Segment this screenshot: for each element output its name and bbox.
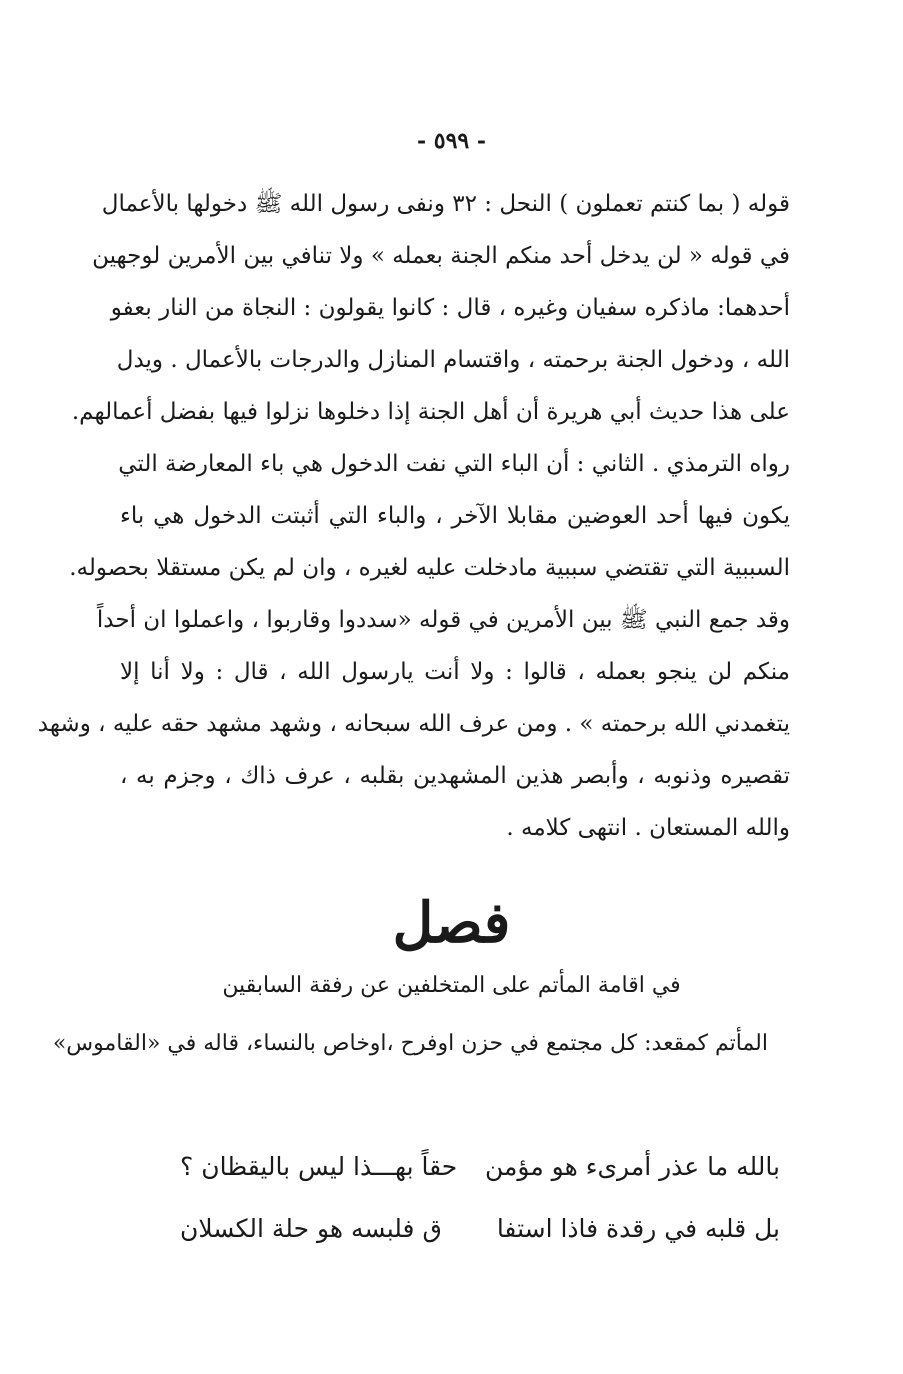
section-subtitle: في اقامة المأتم على المتخلفين عن رفقة السابقين [222,973,681,998]
text-line-8: السببية التي تقتضي سببية مادخلت عليه لغيره ، وان لم يكن مستقلا بحصوله. [69,555,790,581]
text-line-6: رواه الترمذي . الثاني : أن الباء التي نفت الدخول هي باء المعارضة التي [118,451,790,477]
text-line-12: تقصيره وذنوبه ، وأبصر هذين المشهدين بقلبه ، عرف ذاك ، وجزم به ، [120,763,790,789]
text-line-5: على هذا حديث أبي هريرة أن أهل الجنة إذا دخلوها نزلوا فيها بفضل أعمالهم. [71,399,790,425]
text-line-4: الله ، ودخول الجنة برحمته ، واقتسام المنازل والدرجات بالأعمال . ويدل [116,347,790,373]
text-line-10: منكم لن ينجو بعمله ، قالوا : ولا أنت يارسول الله ، قال : ولا أنا إلا [120,659,790,685]
verse-1-first-hemistich: بالله ما عذر أمرىء هو مؤمن [484,1152,780,1181]
text-line-3: أحدهما: ماذكره سفيان وغيره ، قال : كانوا يقولون : النجاة من النار بعفو [110,295,790,321]
verse-2 [180,1198,780,1260]
text-line-7: يكون فيها أحد العوضين مقابلا الآخر ، والباء التي أثبتت الدخول هي باء [120,503,790,529]
page-number: - ٥٩٩ - [416,128,487,154]
text-line-2: في قوله « لن يدخل أحد منكم الجنة بعمله » ولا تنافي بين الأمرين لوجهين [92,243,790,269]
poem [180,1136,780,1260]
verse-1 [180,1136,780,1198]
verse-1-second-hemistich: حقاً بهـــذا ليس باليقظان ؟ [180,1152,458,1181]
text-line-11: يتغمدني الله برحمته » . ومن عرف الله سبحانه ، وشهد مشهد حقه عليه ، وشهد [37,711,790,737]
text-line-1: قوله ( بما كنتم تعملون ) النحل : ٣٢ ونفى رسول الله ﷺ دخولها بالأعمال [101,191,790,217]
verse-2-second-hemistich: ق فلبسه هو حلة الكسلان [180,1214,442,1243]
section-heading: فصل [392,890,511,956]
main-paragraph [37,178,790,854]
verse-2-first-hemistich: بل قلبه في رقدة فاذا استفا [496,1214,780,1243]
text-line-9: وقد جمع النبي ﷺ بين الأمرين في قوله «سددوا وقاربوا ، واعملوا ان أحداً [96,607,790,633]
text-line-13: والله المستعان . انتهى كلامه . [506,815,790,841]
definition-line: المأتم كمقعد: كل مجتمع في حزن اوفرح ،اوخاص بالنساء، قاله في «القاموس» [52,1031,768,1056]
